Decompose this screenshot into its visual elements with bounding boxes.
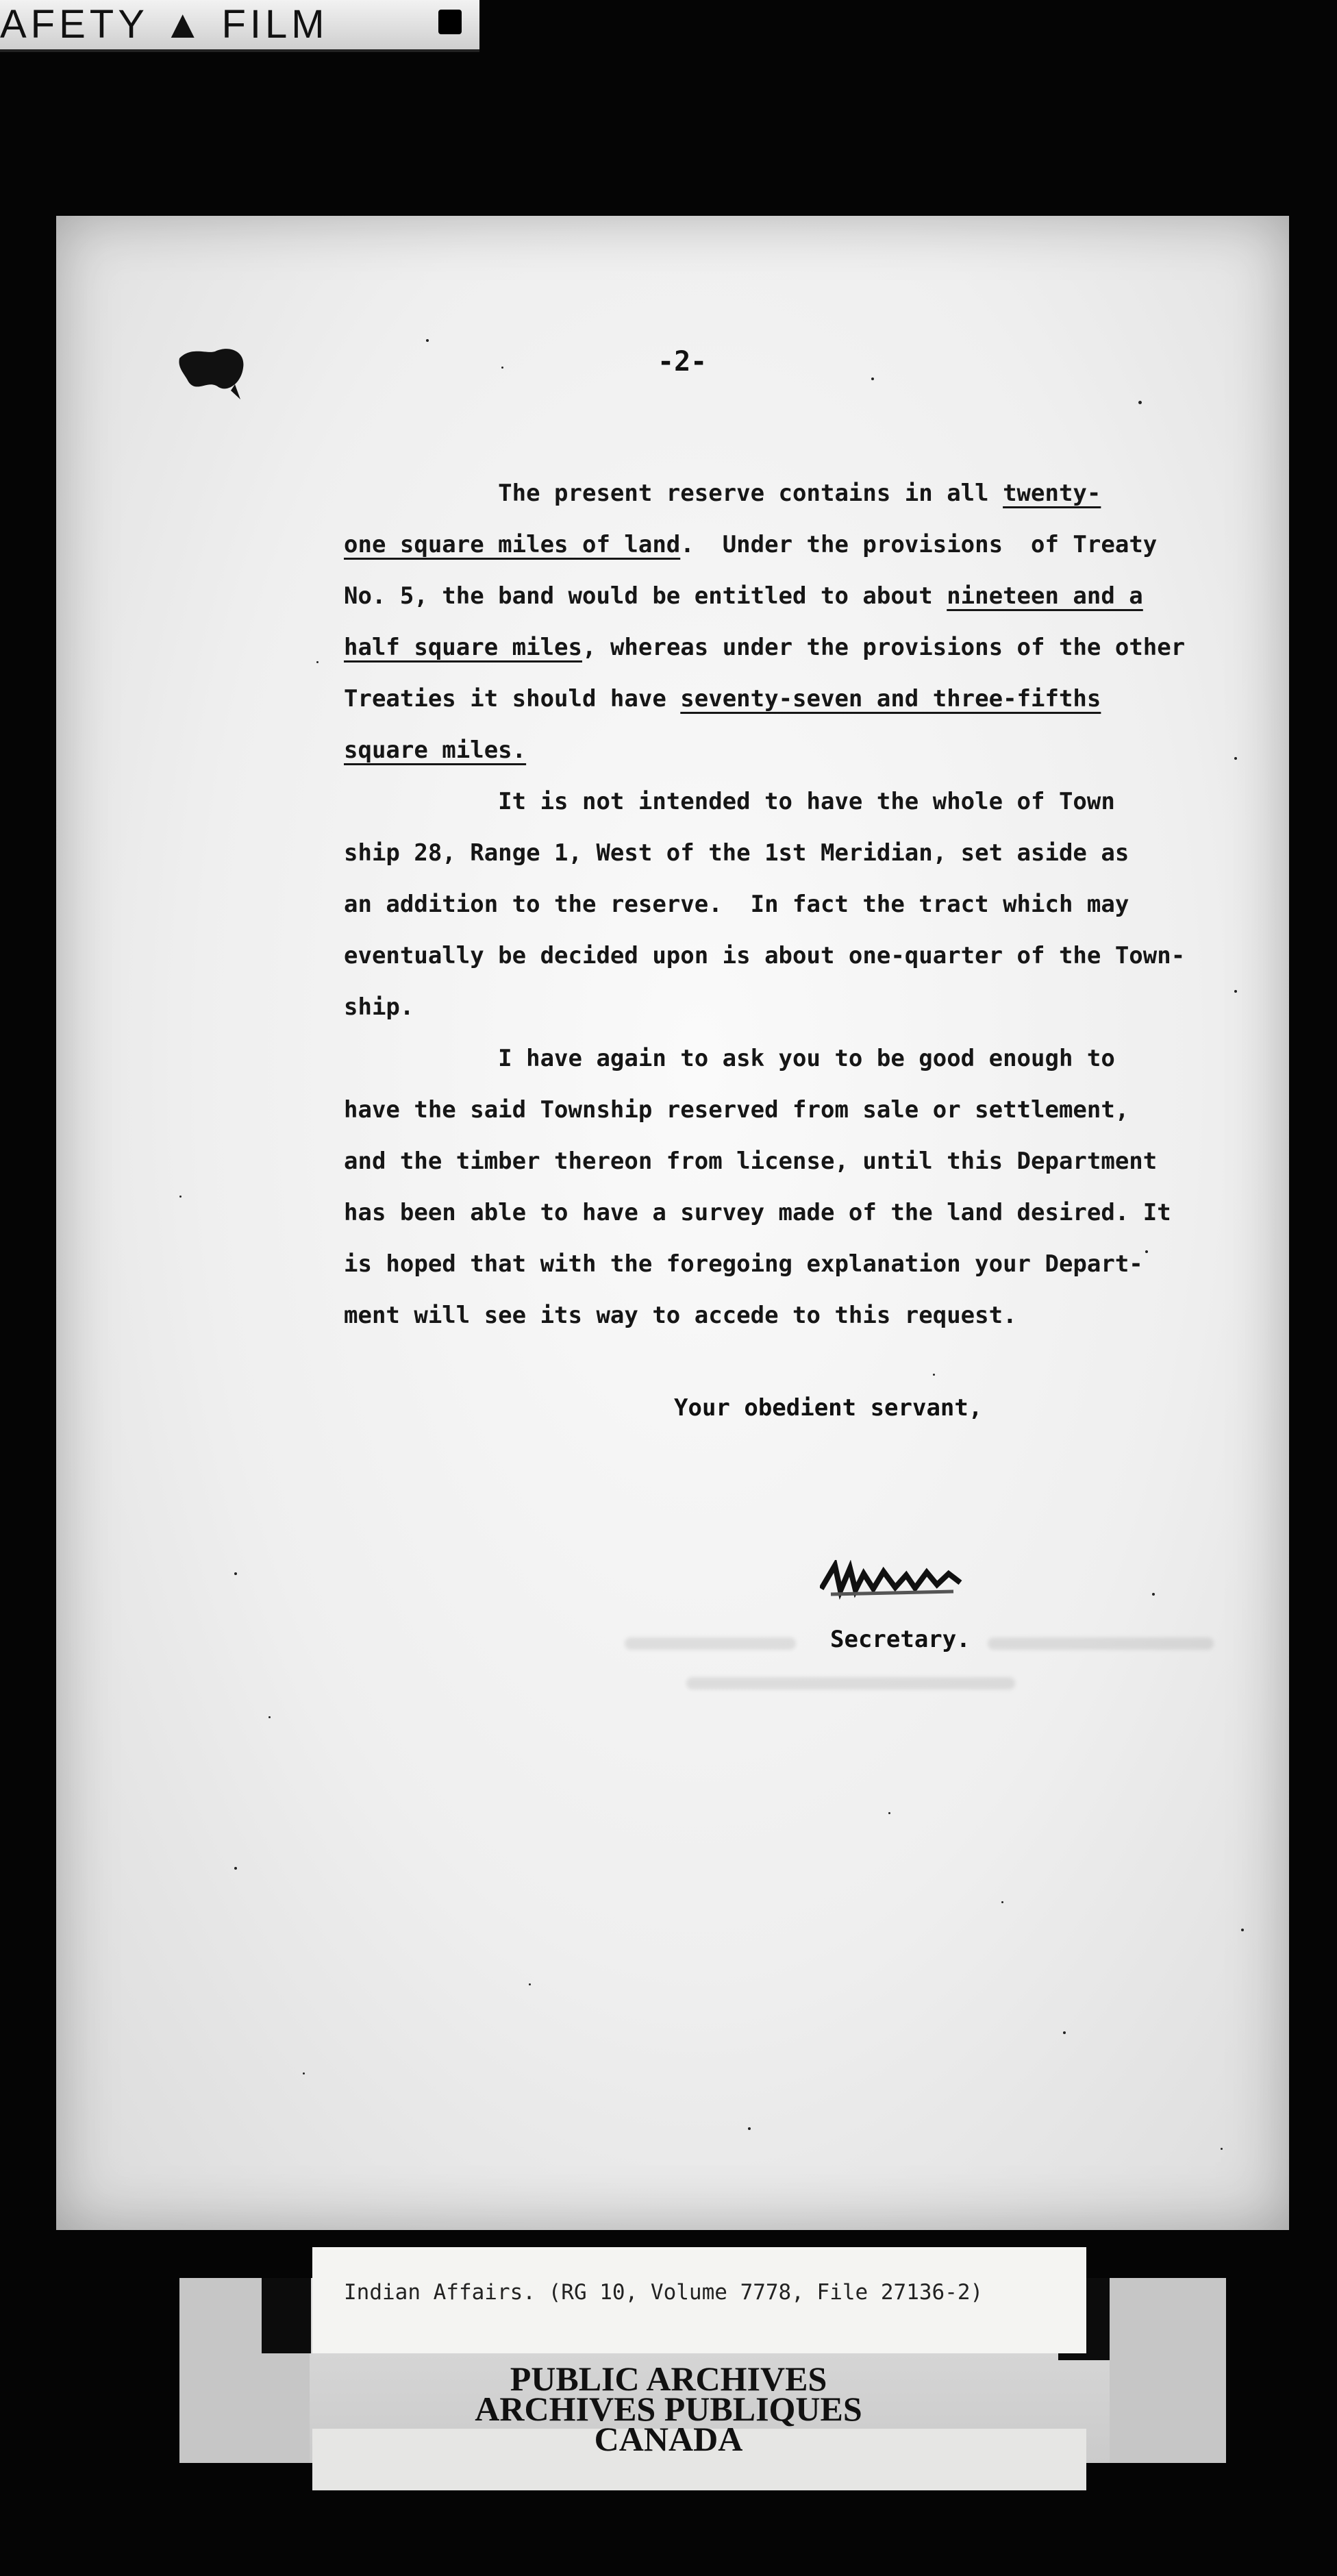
dust-speck <box>1063 2031 1066 2034</box>
dust-speck <box>1234 757 1237 760</box>
dust-speck <box>1152 1593 1155 1596</box>
dust-speck <box>871 377 874 380</box>
dust-speck <box>501 367 503 369</box>
letter-page <box>56 216 1289 2230</box>
letter-line <box>344 930 1330 982</box>
archive-reference-text: Indian Affairs. (RG 10, Volume 7778, File 27136-2) <box>344 2280 984 2305</box>
text-segment: ment will see its way to accede to this request. <box>344 1302 1017 1329</box>
text-segment: ship. <box>344 993 414 1021</box>
underlined-phrase: one square miles of land <box>344 531 681 558</box>
mount-notch-left <box>262 2278 311 2353</box>
letter-body <box>344 468 1330 1341</box>
text-segment: It is not intended to have the whole of Town <box>344 788 1115 815</box>
archive-stamp-line-french: ARCHIVES PUBLIQUES <box>475 2390 862 2428</box>
text-segment: an addition to the reserve. In fact the tract which may <box>344 891 1129 918</box>
text-segment: . Under the provisions of Treaty <box>680 531 1158 558</box>
archive-stamp-line-country: CANADA <box>594 2420 743 2458</box>
signature-title: Secretary. <box>830 1626 971 1653</box>
letter-line <box>344 519 1330 571</box>
dust-speck <box>1221 2148 1223 2150</box>
letter-line <box>344 828 1330 879</box>
text-segment: and the timber thereon from license, until this Department <box>344 1148 1158 1175</box>
underlined-phrase: twenty- <box>1003 480 1101 507</box>
letter-line <box>344 1290 1330 1341</box>
text-segment: have the said Township reserved from sale or settlement, <box>344 1096 1129 1124</box>
dust-speck <box>268 1716 271 1718</box>
dust-speck <box>748 2127 751 2130</box>
film-sprocket-mark <box>438 10 462 34</box>
letter-line <box>344 1187 1330 1239</box>
letter-line <box>344 982 1330 1033</box>
text-segment: The present reserve contains in all <box>344 480 1003 507</box>
text-segment: ship 28, Range 1, West of the 1st Meridian, set aside as <box>344 839 1129 867</box>
dust-speck <box>303 2072 305 2075</box>
letter-line <box>344 725 1330 776</box>
archive-reference-label <box>312 2247 1086 2353</box>
dust-speck <box>234 1867 237 1870</box>
archive-stamp <box>0 2360 1337 2458</box>
letter-line <box>344 1033 1330 1085</box>
text-segment: has been able to have a survey made of the land desired. It <box>344 1199 1171 1226</box>
text-segment: eventually be decided upon is about one-quarter of the Town- <box>344 942 1186 969</box>
text-segment: No. 5, the band would be entitled to about <box>344 582 947 610</box>
underlined-phrase: seventy-seven and three-fifths <box>680 685 1101 713</box>
faint-typing-3 <box>686 1677 1015 1689</box>
text-segment: Treaties it should have <box>344 685 681 713</box>
dust-speck <box>1138 401 1142 404</box>
letter-line <box>344 879 1330 930</box>
film-edge-text: AFETY ▲ FILM <box>0 2 329 47</box>
letter-line <box>344 468 1330 519</box>
film-edge-strip <box>0 0 479 52</box>
signature-mark <box>820 1560 964 1601</box>
dust-speck <box>933 1374 935 1376</box>
dust-speck <box>529 1983 531 1985</box>
letter-line <box>344 673 1330 725</box>
letter-line <box>344 1136 1330 1187</box>
dust-speck <box>426 339 429 342</box>
letter-closing: Your obedient servant, <box>674 1394 983 1422</box>
letter-line <box>344 1239 1330 1290</box>
dust-speck <box>1145 1250 1148 1253</box>
underlined-phrase: nineteen and a <box>947 582 1143 610</box>
dust-speck <box>1234 990 1237 993</box>
letter-line <box>344 776 1330 828</box>
dust-speck <box>234 1572 237 1575</box>
dust-speck <box>316 661 318 663</box>
letter-line <box>344 622 1330 673</box>
archive-stamp-line-english: PUBLIC ARCHIVES <box>510 2360 827 2398</box>
text-segment: is hoped that with the foregoing explanation your Depart- <box>344 1250 1143 1278</box>
faint-typing-2 <box>988 1637 1214 1650</box>
ink-blot-mark <box>176 339 251 401</box>
underlined-phrase: square miles. <box>344 736 527 764</box>
dust-speck <box>888 1812 890 1814</box>
dust-speck <box>1241 1929 1244 1931</box>
underlined-phrase: half square miles <box>344 634 582 661</box>
page-number: -2- <box>658 346 708 377</box>
dust-speck <box>179 1196 182 1198</box>
letter-line <box>344 571 1330 622</box>
faint-typing-1 <box>625 1637 796 1650</box>
text-segment: , whereas under the provisions of the other <box>582 634 1186 661</box>
letter-line <box>344 1085 1330 1136</box>
text-segment: I have again to ask you to be good enough to <box>344 1045 1115 1072</box>
dust-speck <box>1001 1901 1003 1903</box>
